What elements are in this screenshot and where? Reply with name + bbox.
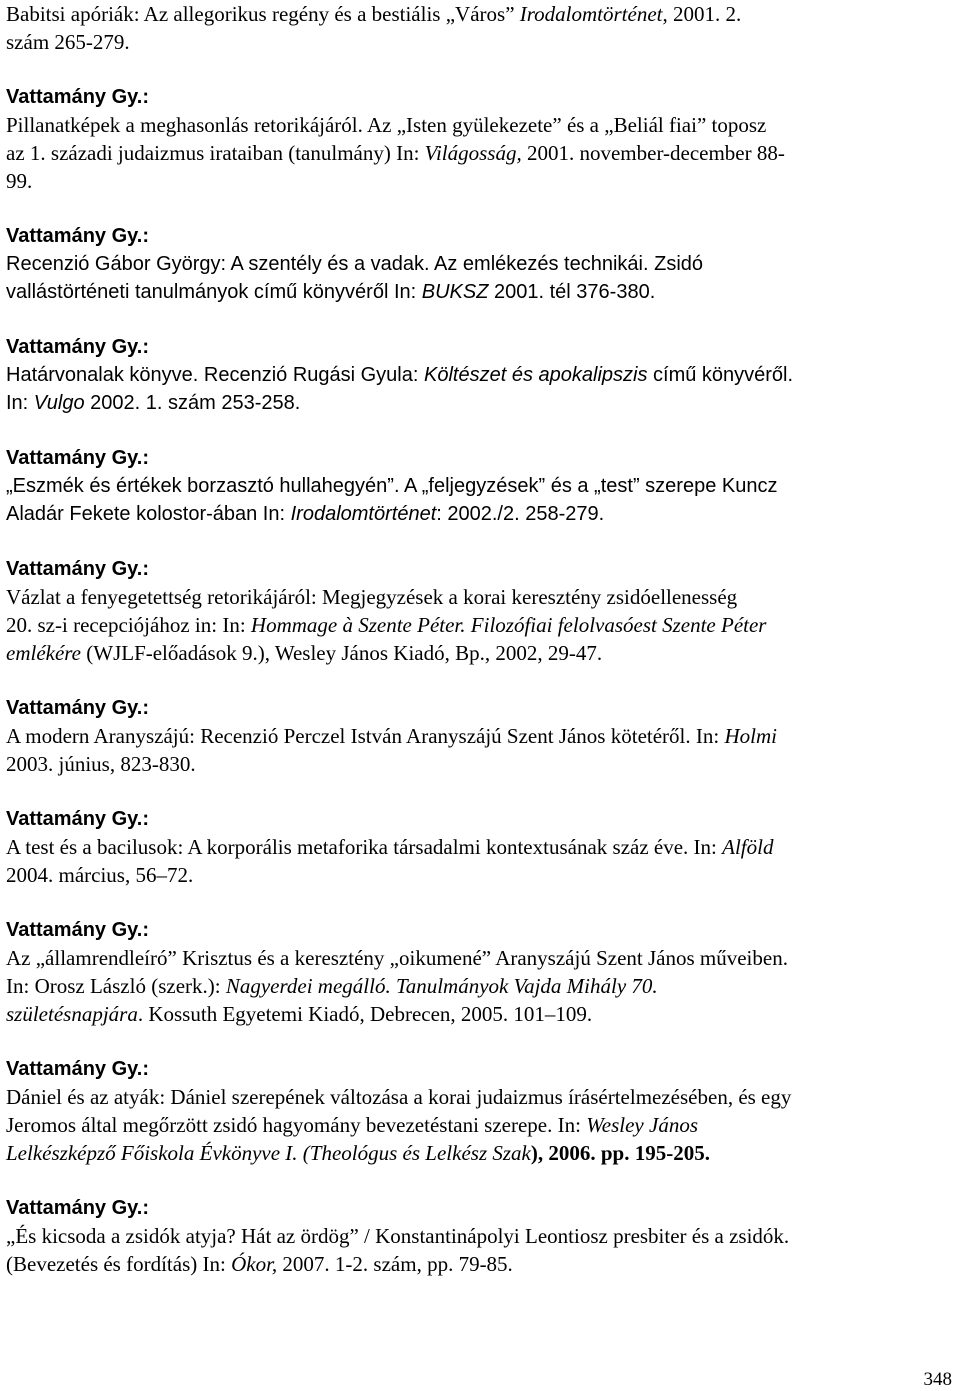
bibliography-entry [6, 1194, 941, 1278]
entry-text: Dániel és az atyák: Dániel szerepének változása a korai judaizmus írásértelmezésében, és egy Jeromos által megőrzött zsidó hagyomány bevezetéstani szerepe. In: Wesley János Lelkészképző Főiskola Évkönyve I. (Theológus és Lelkész Szak), 2006. pp. 195-205. [6, 1085, 792, 1165]
bibliography-entry [6, 0, 941, 56]
entry-text: Recenzió Gábor György: A szentély és a vadak. Az emlékezés technikái. Zsidó vallástörténeti tanulmányok című könyvéről In: BUKSZ 2001. tél 376-380. [6, 253, 704, 303]
entry-text: A test és a bacilusok: A korporális metaforika társadalmi kontextusának száz éve. In: Alföld 2004. március, 56–72. [6, 835, 774, 887]
bibliography-entry [6, 333, 941, 417]
entry-author: Vattamány Gy.: [6, 808, 150, 830]
entry-text: Az „államrendleíró” Krisztus és a keresztény „oikumené” Aranyszájú Szent János műveiben. In: Orosz László (szerk.): Nagyerdei megálló. Tanulmányok Vajda Mihály 70. születésnapjára. Kossuth Egyetemi Kiadó, Debrecen, 2005. 101–109. [6, 946, 788, 1026]
bibliography-entry [6, 694, 941, 778]
bibliography-entry [6, 1055, 941, 1167]
entry-author: Vattamány Gy.: [6, 697, 150, 719]
entry-author: Vattamány Gy.: [6, 225, 150, 247]
entry-author: Vattamány Gy.: [6, 1058, 150, 1080]
bibliography-entry [6, 805, 941, 889]
entry-author: Vattamány Gy.: [6, 86, 150, 108]
entry-author: Vattamány Gy.: [6, 1197, 150, 1219]
entry-text: Babitsi apóriák: Az allegorikus regény és a bestiális „Város” Irodalomtörténet, 2001. 2. szám 265-279. [6, 2, 742, 54]
entry-author: Vattamány Gy.: [6, 447, 150, 469]
bibliography-entry [6, 222, 941, 306]
document-page [6, 0, 941, 1305]
entry-text: Határvonalak könyve. Recenzió Rugási Gyula: Költészet és apokalipszis című könyvéről. In: Vulgo 2002. 1. szám 253-258. [6, 364, 794, 414]
bibliography-entry [6, 555, 941, 667]
entry-text: „Eszmék és értékek borzasztó hullahegyén”. A „feljegyzések” és a „test” szerepe Kuncz Aladár Fekete kolostor-ában In: Irodalomtörténet: 2002./2. 258-279. [6, 475, 778, 525]
entry-author: Vattamány Gy.: [6, 558, 150, 580]
entry-text: Vázlat a fenyegetettség retorikájáról: Megjegyzések a korai keresztény zsidóellenesség 20. sz-i recepciójához in: In: Hommage à Szente Péter. Filozófiai felolvasóest Szente Péter emlékére (WJLF-előadások 9.), Wesley János Kiadó, Bp., 2002, 29-47. [6, 585, 767, 665]
entry-text: Pillanatképek a meghasonlás retorikájáról. Az „Isten gyülekezete” és a „Beliál fiai” toposz az 1. századi judaizmus irataiban (tanulmány) In: Világosság, 2001. november-december 88- 99. [6, 113, 785, 193]
entry-author: Vattamány Gy.: [6, 336, 150, 358]
page-number: 348 [923, 1369, 952, 1390]
bibliography-entry [6, 444, 941, 528]
entry-author: Vattamány Gy.: [6, 919, 150, 941]
bibliography-entry [6, 916, 941, 1028]
bibliography-entry [6, 83, 941, 195]
entry-text: „És kicsoda a zsidók atyja? Hát az ördög” / Konstantinápolyi Leontiosz presbiter és a zsidók. (Bevezetés és fordítás) In: Ókor, 2007. 1-2. szám, pp. 79-85. [6, 1224, 790, 1276]
entry-text: A modern Aranyszájú: Recenzió Perczel István Aranyszájú Szent János kötetéről. In: Holmi 2003. június, 823-830. [6, 724, 777, 776]
